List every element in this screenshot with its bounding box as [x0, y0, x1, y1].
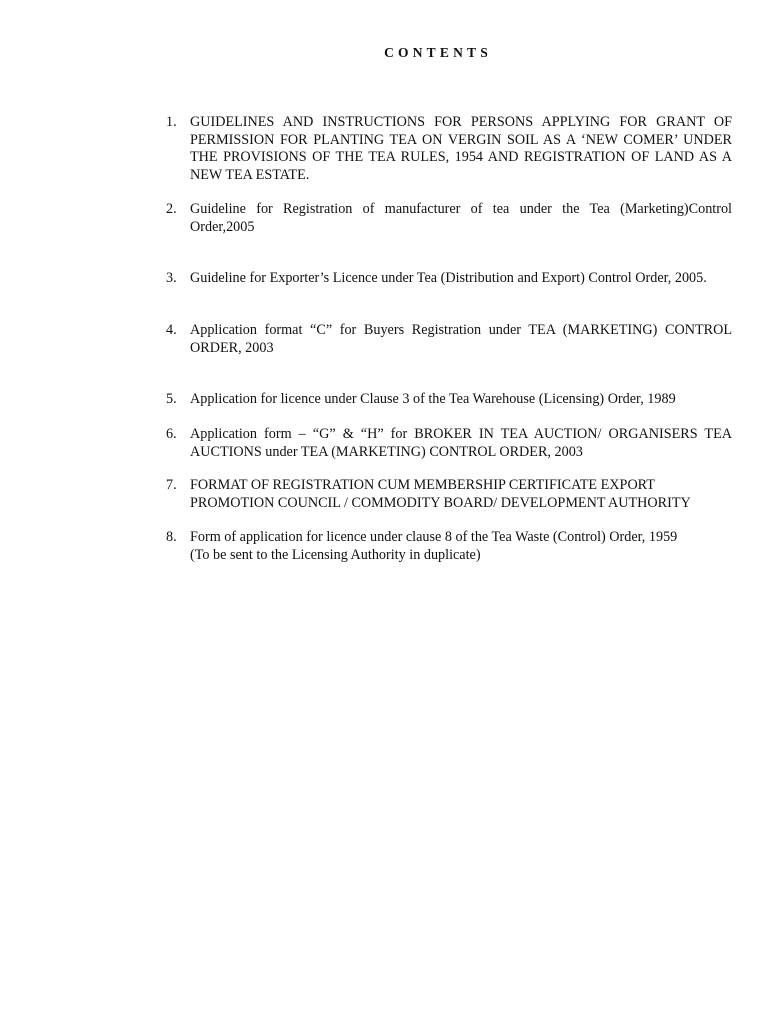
item-number: 4.	[166, 322, 177, 338]
item-number: 7.	[166, 477, 177, 493]
page-title: CONTENTS	[384, 45, 492, 60]
contents-item-6	[166, 426, 732, 461]
item-number: 6.	[166, 426, 177, 442]
contents-item-2	[166, 201, 732, 236]
item-text-line: (To be sent to the Licensing Authority in duplicate)	[190, 546, 481, 563]
item-text: Application for licence under Clause 3 of the Tea Warehouse (Licensing) Order, 1989	[190, 391, 676, 407]
contents-item-3	[166, 270, 732, 288]
item-text: GUIDELINES AND INSTRUCTIONS FOR PERSONS APPLYING FOR GRANT OF PERMISSION FOR PLANTING TEA ON VERGIN SOIL AS A ‘NEW COMER’ UNDER THE PROVISIONS OF THE TEA RULES, 1954 AND REGISTRATION OF LAND AS A NEW TEA ESTATE.	[190, 114, 732, 183]
item-number: 3.	[166, 270, 177, 286]
contents-item-4	[166, 322, 732, 357]
item-number: 2.	[166, 201, 177, 217]
item-text: Application format “C” for Buyers Registration under TEA (MARKETING) CONTROL ORDER, 2003	[190, 322, 732, 356]
item-text-line: Form of application for licence under clause 8 of the Tea Waste (Control) Order, 1959	[190, 529, 678, 545]
contents-item-8	[166, 529, 732, 564]
item-number: 5.	[166, 391, 177, 407]
contents-item-1	[166, 114, 732, 184]
contents-item-7	[166, 477, 732, 512]
item-text-line: FORMAT OF REGISTRATION CUM MEMBERSHIP CERTIFICATE EXPORT	[190, 477, 655, 493]
item-text: Guideline for Exporter’s Licence under Tea (Distribution and Export) Control Order, 2005.	[190, 270, 707, 286]
item-text: Application form – “G” & “H” for BROKER IN TEA AUCTION/ ORGANISERS TEA AUCTIONS under TEA (MARKETING) CONTROL ORDER, 2003	[190, 426, 732, 460]
item-number: 1.	[166, 114, 177, 130]
item-text	[190, 529, 732, 564]
item-number: 8.	[166, 529, 177, 545]
item-text	[190, 477, 732, 512]
contents-item-5	[166, 391, 732, 409]
item-text: Guideline for Registration of manufacturer of tea under the Tea (Marketing)Control Order,2005	[190, 201, 732, 235]
item-text-line: PROMOTION COUNCIL / COMMODITY BOARD/ DEVELOPMENT AUTHORITY	[190, 494, 691, 511]
